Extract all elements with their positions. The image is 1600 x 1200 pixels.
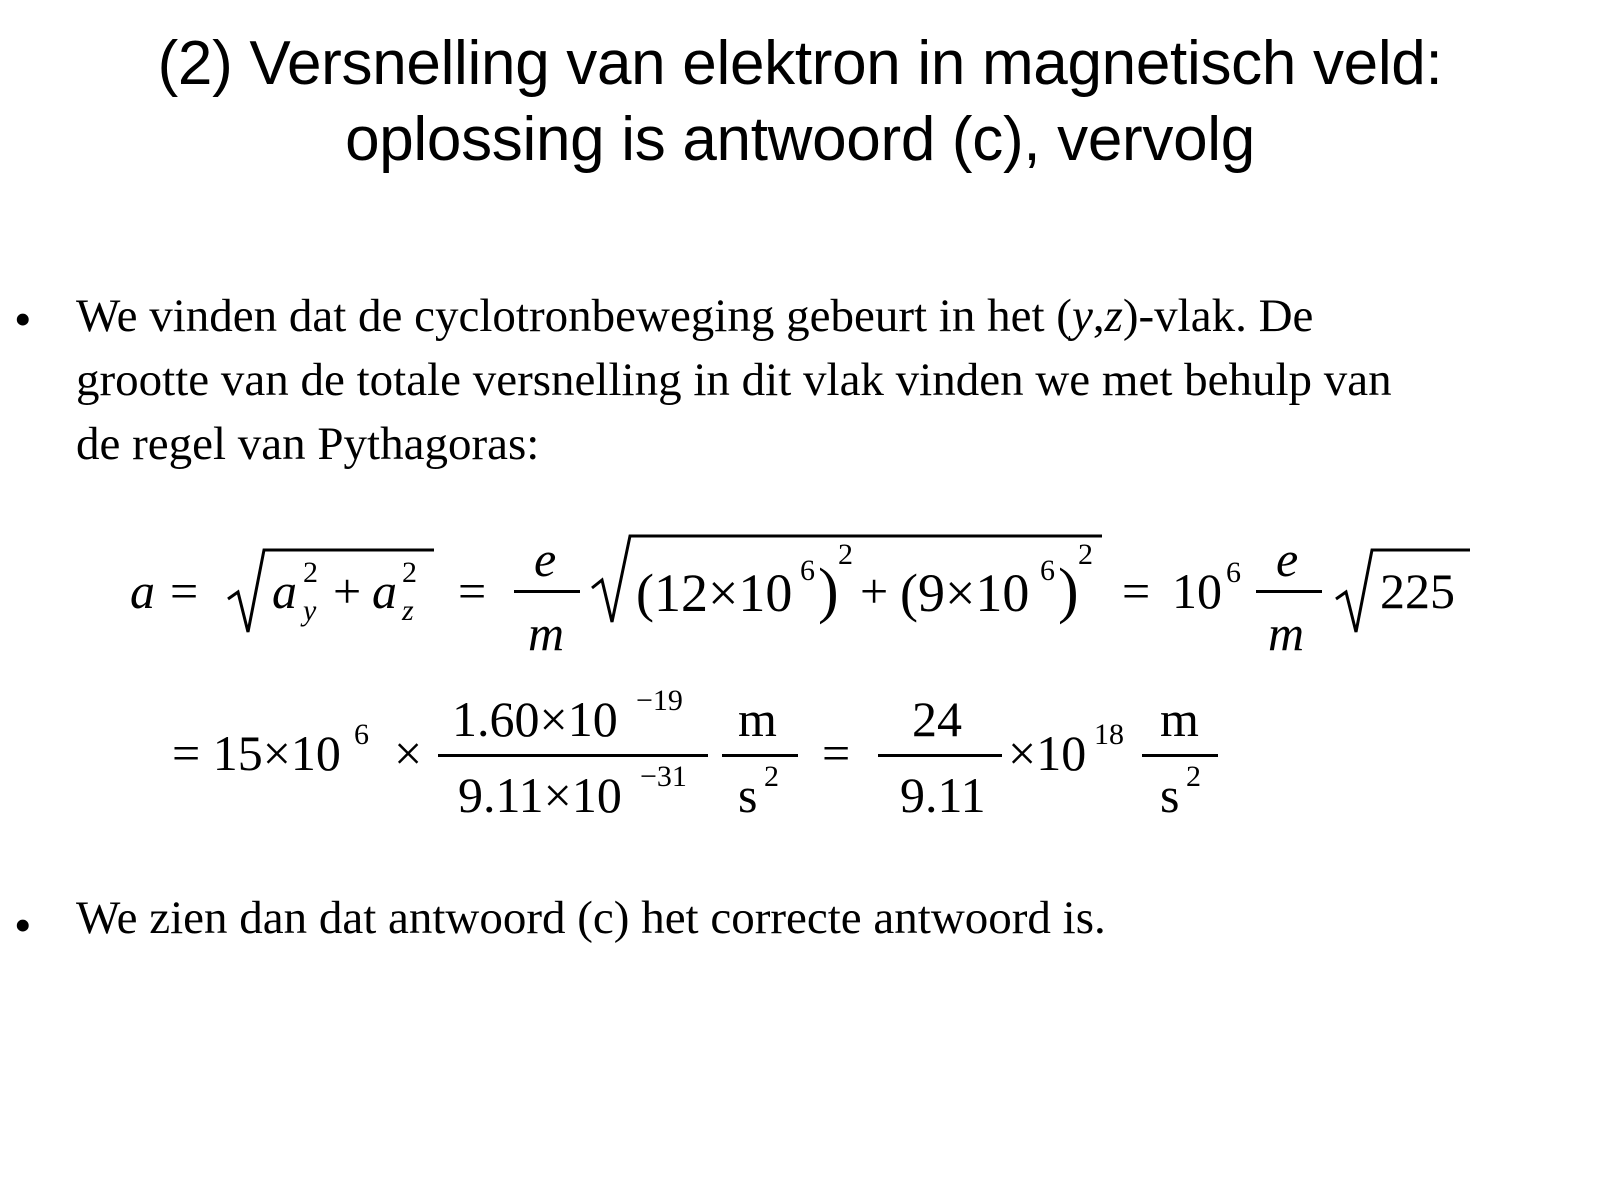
eq-az-sub: z bbox=[402, 594, 414, 627]
frac-bar-unit-1 bbox=[722, 754, 798, 757]
eq2-unit-den-exp-2: 2 bbox=[1186, 760, 1201, 793]
bullet-marker-1: • bbox=[14, 291, 32, 347]
bullet-text-1 bbox=[76, 284, 1576, 476]
bullet1-line-2: grootte van de totale versnelling in dit vlak vinden we met behulp van bbox=[76, 354, 1392, 406]
var-z: z bbox=[1104, 290, 1123, 342]
bullet-marker-2: • bbox=[14, 897, 32, 953]
bullet1-line-3: de regel van Pythagoras: bbox=[76, 418, 540, 470]
eq-ten-exp: 6 bbox=[1226, 556, 1241, 589]
title-line-2: oplossing is antwoord (c), vervolg bbox=[345, 105, 1255, 174]
bullet-text-2 bbox=[76, 886, 1576, 950]
frac-bar-e-m-2 bbox=[1256, 590, 1322, 593]
eq-az: a bbox=[372, 563, 397, 619]
bullet1-line1-post: )-vlak. De bbox=[1122, 290, 1314, 342]
eq-equals-3: = bbox=[1122, 563, 1151, 619]
eq-term2-close: ) bbox=[1058, 557, 1079, 625]
eq-a: a bbox=[130, 563, 155, 619]
eq2-den2: 9.11 bbox=[900, 767, 986, 823]
frac-bar-e-m-1 bbox=[514, 590, 580, 593]
eq2-times-ten-exp: 18 bbox=[1094, 718, 1124, 751]
equation-line-1 bbox=[0, 530, 1600, 670]
eq-sq2: 2 bbox=[1078, 538, 1093, 571]
eq2-num1-exp: −19 bbox=[636, 684, 683, 717]
eq2-times-ten: ×10 bbox=[1008, 725, 1087, 781]
frac-bar-unit-2 bbox=[1142, 754, 1218, 757]
frac-m-2: m bbox=[1268, 605, 1305, 661]
eq-ay-sub: y bbox=[303, 594, 317, 627]
eq-equals-1: = bbox=[170, 563, 199, 619]
eq2-unit-num-2: m bbox=[1160, 691, 1199, 747]
eq2-num2: 24 bbox=[912, 691, 962, 747]
var-y: y bbox=[1071, 290, 1093, 342]
eq2-unit-den-exp-1: 2 bbox=[764, 760, 779, 793]
eq2-equals: = bbox=[822, 725, 851, 781]
slide-title bbox=[0, 26, 1600, 178]
bullet1-line1-pre: We vinden dat de cyclotronbeweging gebeurt in het ( bbox=[76, 290, 1072, 342]
eq2-unit-den-1: s bbox=[738, 767, 758, 823]
bullet2-line-1: We zien dan dat antwoord (c) het correcte antwoord is. bbox=[76, 892, 1106, 944]
eq-term1-close: ) bbox=[818, 557, 839, 625]
frac-e-1: e bbox=[534, 531, 557, 587]
eq-sq1: 2 bbox=[838, 538, 853, 571]
equation-line-2 bbox=[0, 684, 1600, 830]
eq2-lead: = 15×10 bbox=[172, 725, 341, 781]
frac-e-2: e bbox=[1276, 531, 1299, 587]
frac-bar-main bbox=[438, 754, 708, 757]
eq-az-sup: 2 bbox=[402, 556, 417, 589]
eq-root-val: 225 bbox=[1380, 563, 1455, 619]
eq2-den1: 9.11×10 bbox=[458, 767, 622, 823]
eq-ay: a bbox=[272, 563, 297, 619]
eq2-den1-exp: −31 bbox=[640, 760, 687, 793]
comma: , bbox=[1092, 290, 1105, 342]
eq-term1-exp: 6 bbox=[800, 554, 815, 587]
frac-m-1: m bbox=[528, 605, 565, 661]
eq-term1: (12×10 bbox=[636, 563, 793, 623]
title-line-1: (2) Versnelling van elektron in magnetisch veld: bbox=[157, 29, 1443, 98]
eq2-num1: 1.60×10 bbox=[452, 691, 618, 747]
eq2-unit-num-1: m bbox=[738, 691, 777, 747]
eq-term2-exp: 6 bbox=[1040, 554, 1055, 587]
bullet1-line-1 bbox=[76, 284, 1576, 348]
eq-term2: (9×10 bbox=[900, 563, 1030, 623]
frac-bar-24 bbox=[878, 754, 1002, 757]
eq2-unit-den-2: s bbox=[1160, 767, 1180, 823]
eq-ten: 10 bbox=[1172, 563, 1222, 619]
eq2-lead-exp: 6 bbox=[354, 718, 369, 751]
eq-plus-2: + bbox=[860, 563, 889, 619]
eq-ay-sup: 2 bbox=[303, 556, 318, 589]
eq-equals-2: = bbox=[458, 563, 487, 619]
eq2-times: × bbox=[394, 725, 423, 781]
eq-plus-1: + bbox=[333, 563, 362, 619]
